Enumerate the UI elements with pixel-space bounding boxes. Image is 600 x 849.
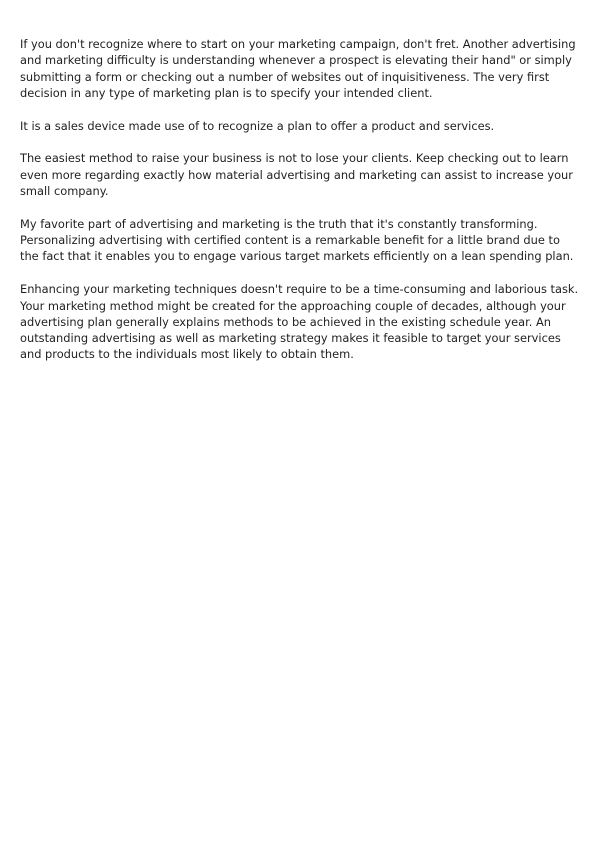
- paragraph-5: Enhancing your marketing techniques doesn't require to be a time-consuming and laborious task. Your marketing method might be created for the approaching couple of decades, although your advertising plan generally explains methods to be achieved in the existing schedule year. An outstanding advertising as well as marketing strategy makes it feasible to target your services and products to the individuals most likely to obtain them.: [20, 282, 579, 362]
- paragraph-3: The easiest method to raise your business is not to lose your clients. Keep checking out to learn even more regarding exactly how material advertising and marketing can assist to increase your small company.: [20, 151, 573, 199]
- paragraph-1: If you don't recognize where to start on your marketing campaign, don't fret. Another advertising and marketing difficulty is understanding whenever a prospect is elevating their hand" or simply submitting a form or checking out a number of websites out of inquisitiveness. The very first decision in any type of marketing plan is to specify your intended client.: [20, 37, 576, 100]
- paragraph-2: It is a sales device made use of to recognize a plan to offer a product and services.: [20, 118, 495, 133]
- paragraph-4: My favorite part of advertising and marketing is the truth that it's constantly transforming. Personalizing advertising with certified content is a remarkable benefit for a little brand due to the fact that it enables you to engage various target markets efficiently on a lean spending plan.: [20, 216, 574, 264]
